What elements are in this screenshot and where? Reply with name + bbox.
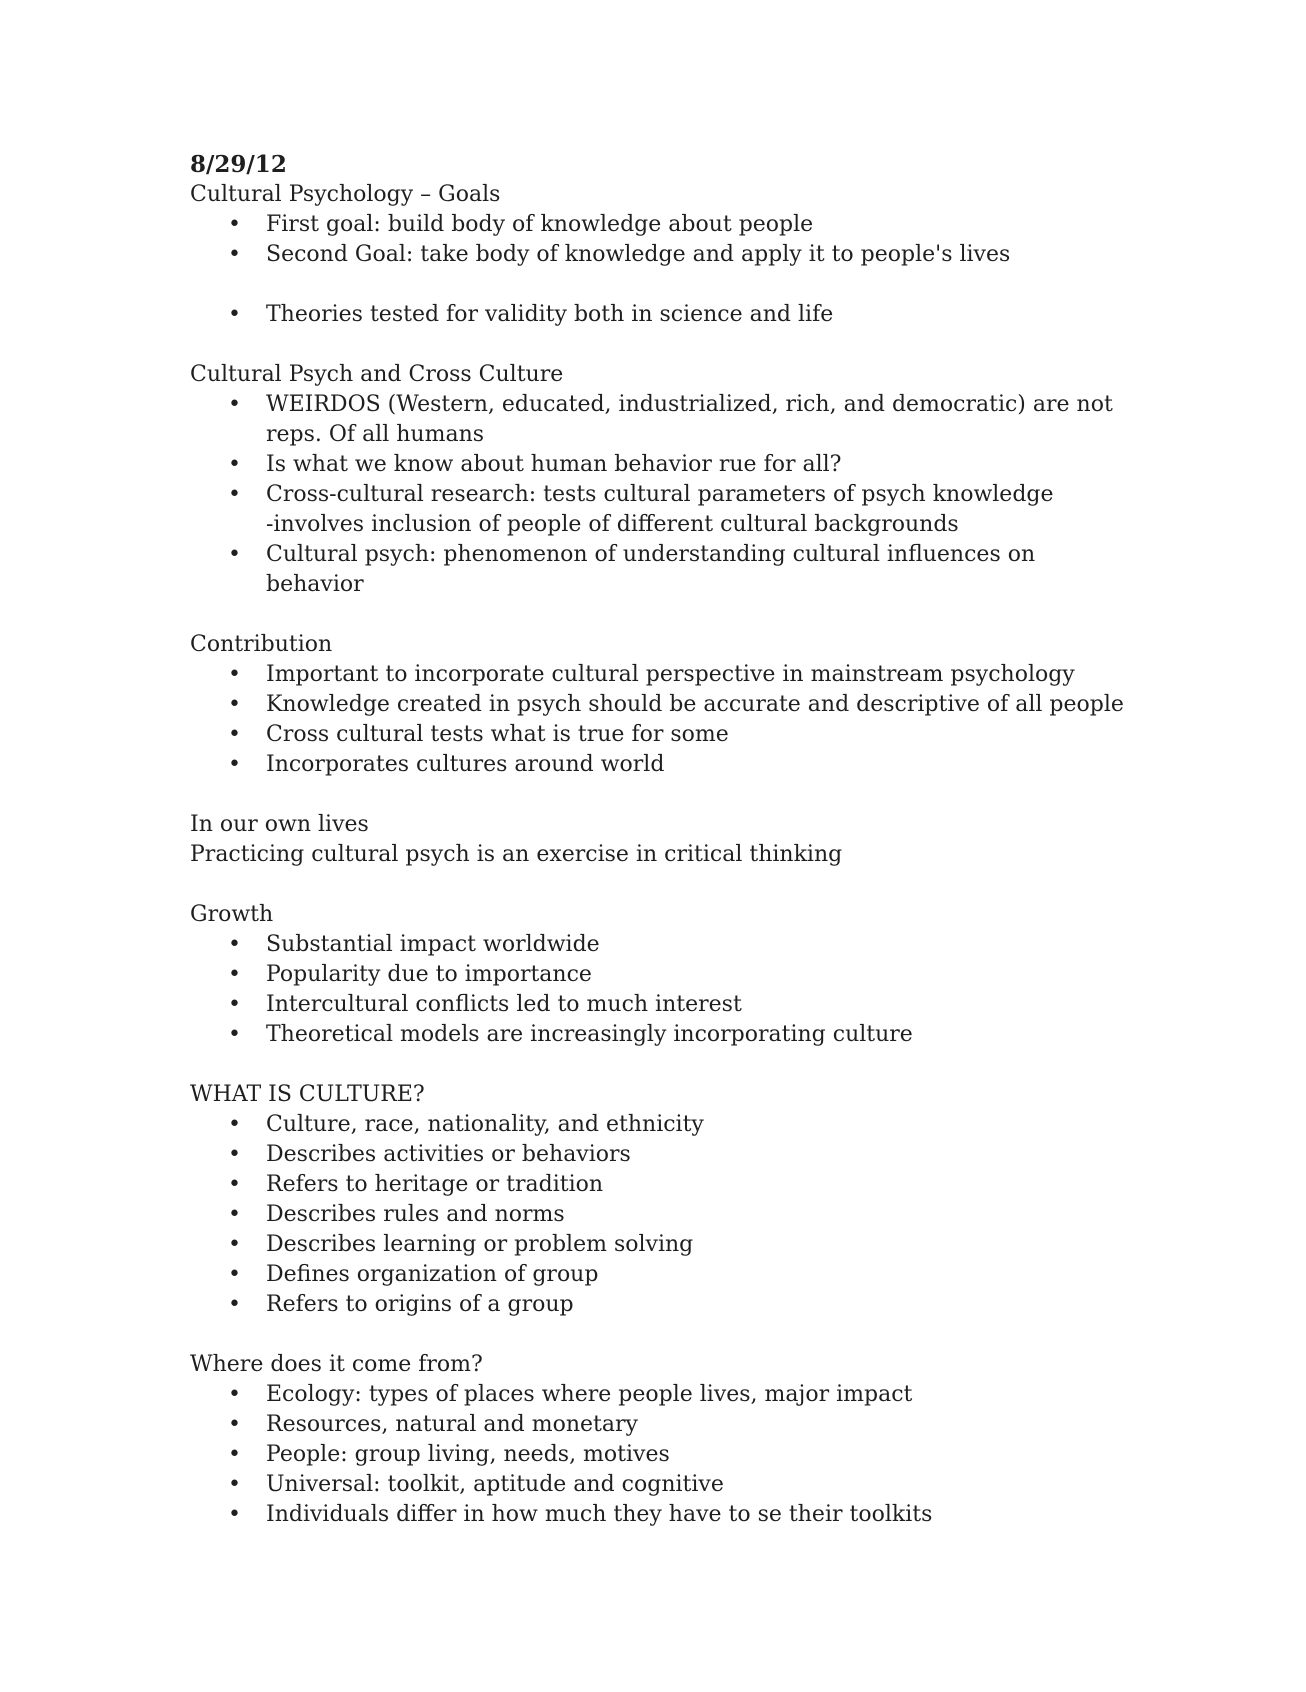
note-date: 8/29/12 — [190, 151, 287, 178]
list-item: • People: group living, needs, motives — [190, 1440, 1190, 1470]
list-item: • Individuals differ in how much they have to se their toolkits — [190, 1500, 1190, 1530]
spacer — [190, 870, 1190, 900]
section-heading-goals: Cultural Psychology – Goals — [190, 182, 501, 207]
list-item: • Incorporates cultures around world — [190, 750, 1190, 780]
list-item: • Substantial impact worldwide — [190, 930, 1190, 960]
spacer — [190, 330, 1190, 360]
list-item: • Theories tested for validity both in science and life — [190, 300, 1190, 330]
section-heading-own-lives: In our own lives — [190, 812, 369, 837]
list-item: • Defines organization of group — [190, 1260, 1190, 1290]
section-heading-growth: Growth — [190, 902, 274, 927]
own-lives-text: Practicing cultural psych is an exercise in critical thinking — [190, 842, 843, 867]
contribution-list — [190, 660, 1190, 780]
list-item-line: • Cultural psych: phenomenon of understanding cultural influences on — [266, 542, 1036, 567]
list-item: • Intercultural conflicts led to much interest — [190, 990, 1190, 1020]
goals-extra-list — [190, 300, 1190, 330]
spacer — [190, 1320, 1190, 1350]
list-item: • Refers to origins of a group — [190, 1290, 1190, 1320]
list-item: • Important to incorporate cultural perspective in mainstream psychology — [190, 660, 1190, 690]
list-item: • Describes rules and norms — [190, 1200, 1190, 1230]
list-item: • Refers to heritage or tradition — [190, 1170, 1190, 1200]
list-item-line: -involves inclusion of people of different cultural backgrounds — [266, 512, 959, 537]
list-item: • Culture, race, nationality, and ethnicity — [190, 1110, 1190, 1140]
list-item: • First goal: build body of knowledge about people — [190, 210, 1190, 240]
list-item — [190, 390, 1190, 450]
list-item: • Popularity due to importance — [190, 960, 1190, 990]
origin-list — [190, 1380, 1190, 1530]
spacer — [190, 780, 1190, 810]
list-item: • Describes learning or problem solving — [190, 1230, 1190, 1260]
list-item: • Universal: toolkit, aptitude and cognitive — [190, 1470, 1190, 1500]
list-item: • Theoretical models are increasingly incorporating culture — [190, 1020, 1190, 1050]
list-item: • Is what we know about human behavior rue for all? — [190, 450, 1190, 480]
goals-list — [190, 210, 1190, 270]
list-item: • Second Goal: take body of knowledge and apply it to people's lives — [190, 240, 1190, 270]
list-item: • Cross cultural tests what is true for some — [190, 720, 1190, 750]
list-item-line: • Cross-cultural research: tests cultural parameters of psych knowledge — [266, 482, 1054, 507]
list-item — [190, 480, 1190, 540]
list-item: • Describes activities or behaviors — [190, 1140, 1190, 1170]
spacer — [190, 270, 1190, 300]
section-heading-cross-culture: Cultural Psych and Cross Culture — [190, 362, 564, 387]
list-item: • Knowledge created in psych should be accurate and descriptive of all people — [190, 690, 1190, 720]
notes-body — [190, 150, 1190, 1530]
growth-list — [190, 930, 1190, 1050]
cross-culture-list — [190, 390, 1190, 600]
spacer — [190, 1050, 1190, 1080]
list-item-line: reps. Of all humans — [266, 422, 485, 447]
list-item-line: • WEIRDOS (Western, educated, industrialized, rich, and democratic) are not — [266, 392, 1113, 417]
section-heading-contribution: Contribution — [190, 632, 333, 657]
list-item — [190, 540, 1190, 600]
culture-list — [190, 1110, 1190, 1320]
list-item: • Ecology: types of places where people lives, major impact — [190, 1380, 1190, 1410]
spacer — [190, 600, 1190, 630]
section-heading-origin: Where does it come from? — [190, 1352, 483, 1377]
list-item-line: behavior — [266, 572, 364, 597]
list-item: • Resources, natural and monetary — [190, 1410, 1190, 1440]
section-heading-what-is-culture: WHAT IS CULTURE? — [190, 1082, 425, 1107]
